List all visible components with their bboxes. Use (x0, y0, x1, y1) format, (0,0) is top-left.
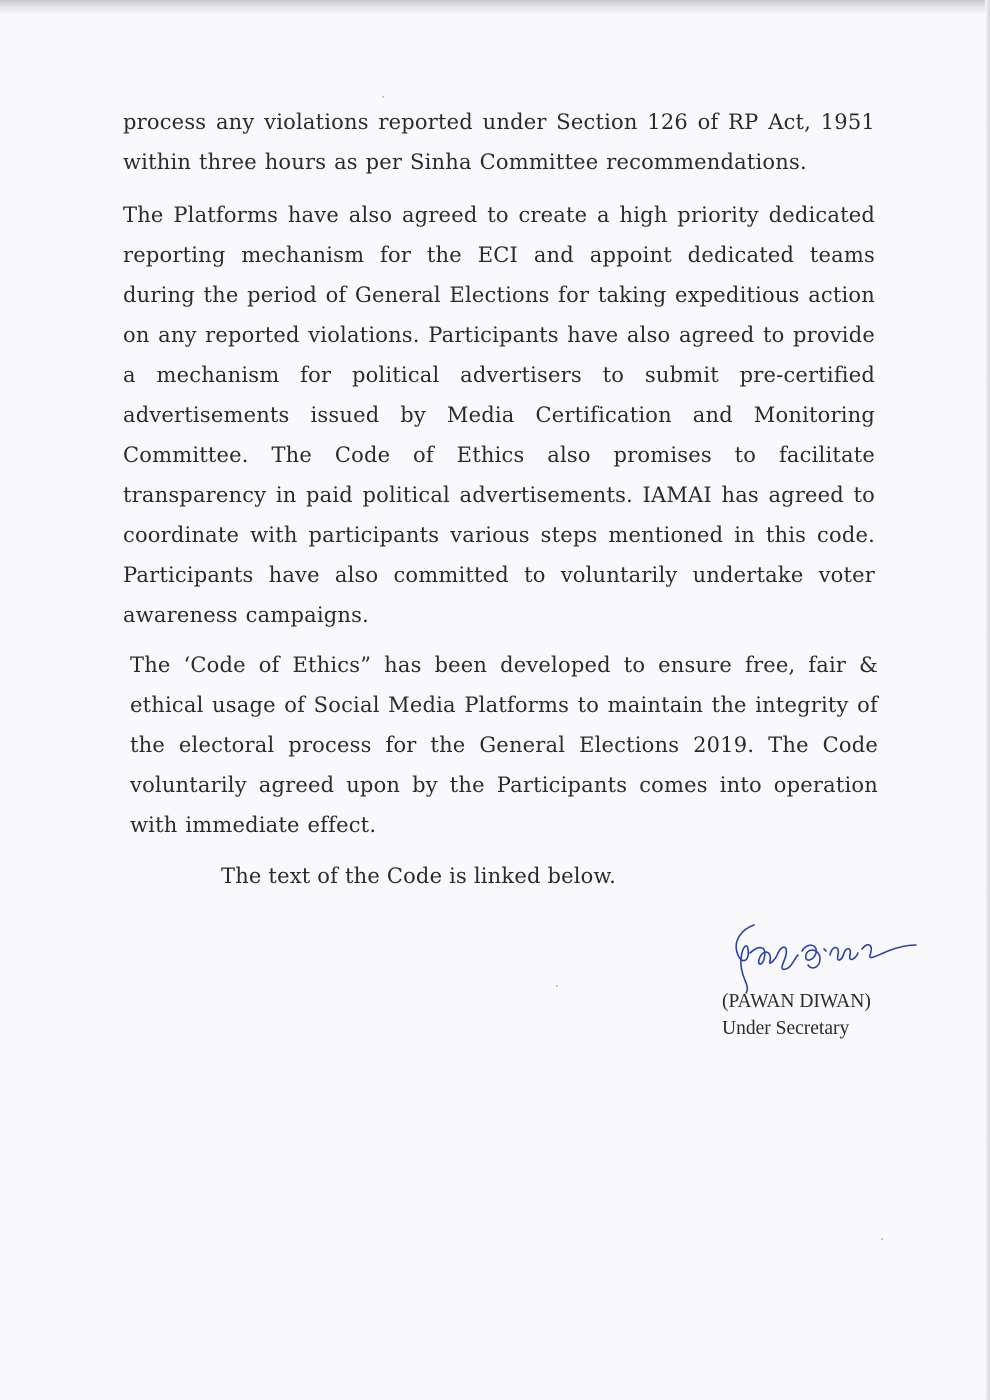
scan-speck (382, 96, 384, 98)
paragraph-2: The Platforms have also agreed to create a high priority dedicated reporting mechanism for the ECI and appoint dedicated teams during the period of General Elections for taking expeditious action on any reported violations. Participants have also agreed to provide a mechanism for political advertisers to submit pre-certified advertisements issued by Media Certification and Monitoring Committee. The Code of Ethics also promises to facilitate transparency in paid political advertisements. IAMAI has agreed to coordinate with participants various steps mentioned in this code. Participants have also committed to voluntarily undertake voter awareness campaigns. (123, 203, 875, 627)
scan-speck (556, 985, 558, 987)
handwritten-signature (728, 915, 918, 995)
code-link-note: The text of the Code is linked below. (221, 864, 617, 888)
signatory-block (722, 988, 871, 1042)
signatory-designation: Under Secretary (722, 1018, 850, 1039)
signatory-name: (PAWAN DIWAN) (722, 991, 871, 1012)
scan-shadow-right (985, 0, 990, 1400)
scan-speck (881, 1238, 883, 1240)
paragraph-1: process any violations reported under Section 126 of RP Act, 1951 within three hours as per Sinha Committee recommendations. (123, 110, 875, 174)
scan-shadow-top (0, 0, 990, 14)
paragraph-3: The ‘Code of Ethics” has been developed to ensure free, fair & ethical usage of Social Media Platforms to maintain the integrity of the electoral process for the General Elections 2019. The Code voluntarily agreed upon by the Participants comes into operation with immediate effect. (130, 653, 878, 837)
